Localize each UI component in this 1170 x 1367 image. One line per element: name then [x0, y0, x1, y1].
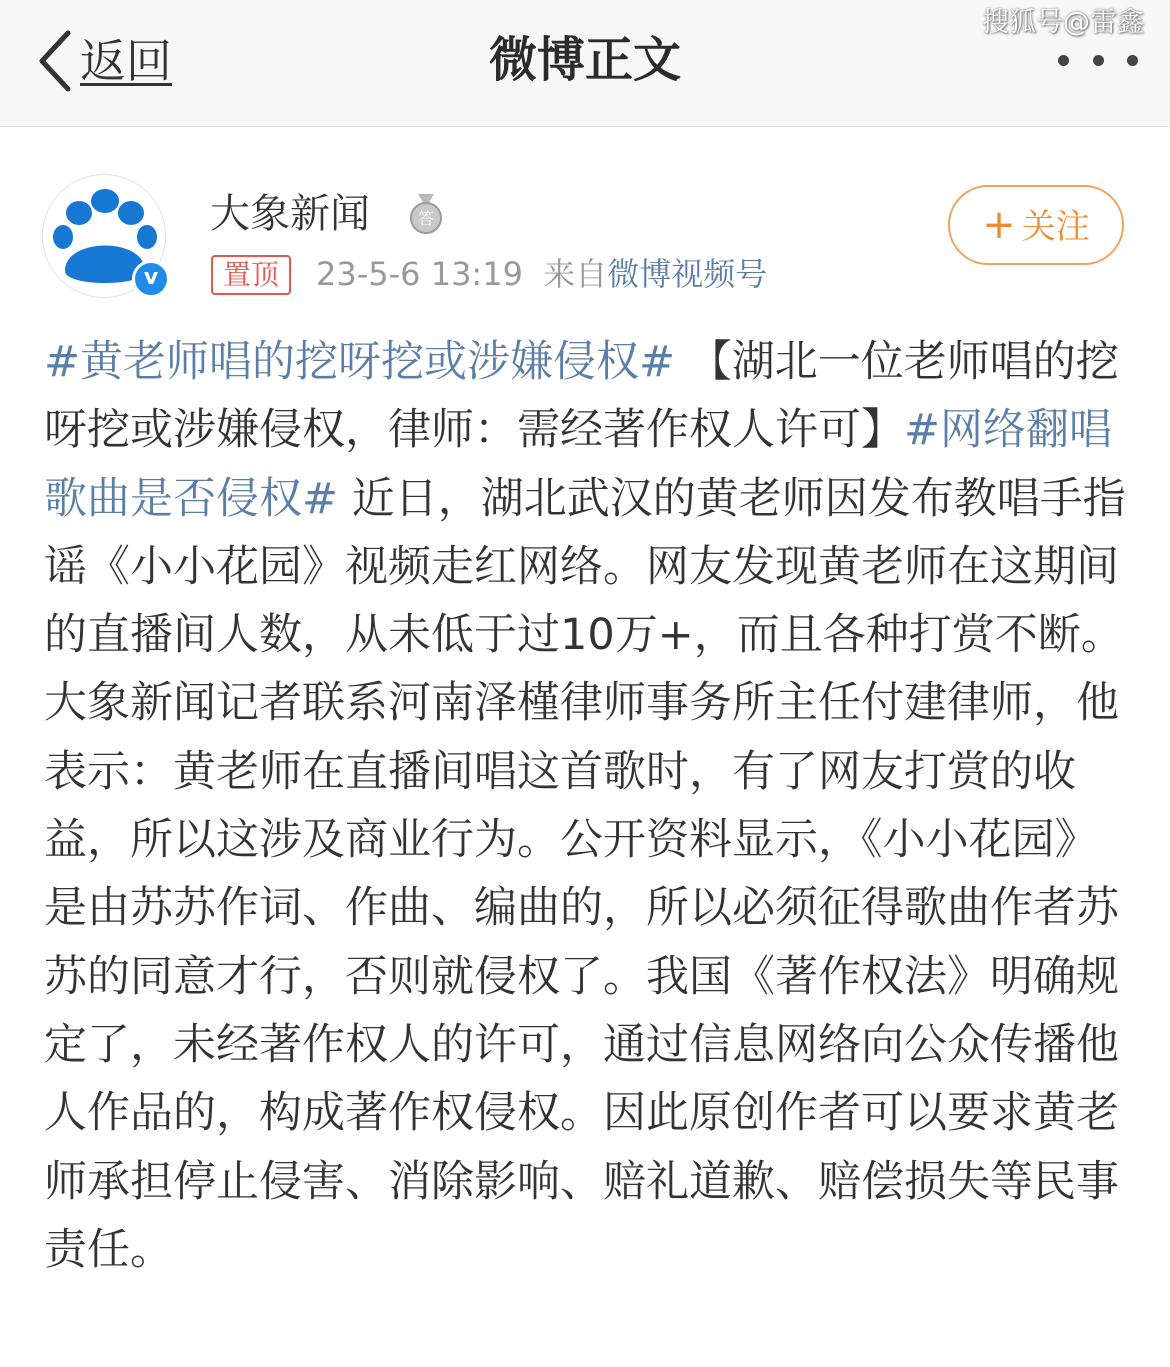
post-timestamp: 23-5-6 13:19 — [316, 255, 523, 293]
plus-icon: + — [982, 202, 1016, 248]
post-text-2: 近日，湖北武汉的黄老师因发布教唱手指谣《小小花园》视频走红网络。网友发现黄老师在这期间的直播间人数，从未低于过10万+，而且各种打赏不断。大象新闻记者联系河南泽槿律师事务所主任付建律师，他表示：黄老师在直播间唱这首歌时，有了网友打赏的收益，所以这涉及商业行为。公开资料显示，《小小花园》是由苏苏作词、作曲、编曲的，所以必须征得歌曲作者苏苏的同意才行，否则就侵权了。我国《著作权法》明确规定了，未经著作权人的许可，通过信息网络向公众传播他人作品的，构成著作权侵权。因此原创作者可以要求黄老师承担停止侵害、消除影响、赔礼道歉、赔偿损失等民事责任。 — [44, 473, 1126, 1275]
post-meta — [316, 252, 767, 296]
post-body — [44, 328, 1128, 1284]
watermark: 搜狐号@雷鑫 — [982, 7, 1144, 38]
medal-icon — [408, 194, 444, 234]
more-dots-icon — [1058, 55, 1069, 66]
back-label: 返回 — [80, 34, 172, 88]
medal-glyph: 答 — [417, 209, 435, 228]
topic-link-1[interactable]: #黄老师唱的挖呀挖或涉嫌侵权# — [44, 337, 676, 387]
page-title: 微博正文 — [488, 32, 681, 88]
follow-button[interactable] — [948, 185, 1124, 265]
more-options-button[interactable] — [1058, 48, 1138, 72]
source-link[interactable]: 微博视频号 — [607, 255, 768, 293]
follow-label: 关注 — [1021, 207, 1090, 247]
post-text-1: 【湖北一位老师唱的挖呀挖或涉嫌侵权，律师：需经著作权人许可】 — [44, 337, 1119, 456]
topic-link-2[interactable]: #网络翻唱歌曲是否侵权# — [44, 405, 1113, 524]
pinned-badge: 置顶 — [211, 255, 291, 295]
source-prefix: 来自 — [543, 255, 608, 293]
more-dots-icon — [1093, 55, 1104, 66]
verified-badge-icon: v — [132, 260, 170, 298]
author-name[interactable]: 大象新闻 — [210, 191, 370, 237]
more-dots-icon — [1127, 55, 1138, 66]
top-nav-bar — [0, 0, 1170, 127]
